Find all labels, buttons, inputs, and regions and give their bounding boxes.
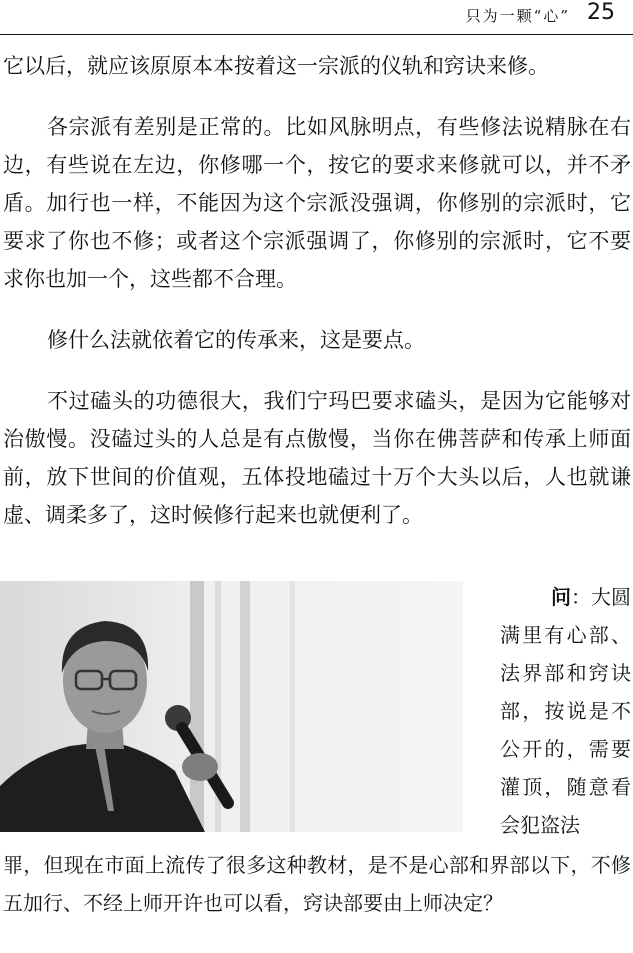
paragraph: 各宗派有差别是正常的。比如风脉明点，有些修法说精脉在右边，有些说在左边，你修哪一个，按它的要求来修就可以，并不矛盾。加行也一样，不能因为这个宗派没强调，你修别的宗派时，它要求了你也不修；或者这个宗派强调了，你修别的宗派时，它不要求你也加一个，这些都不合理。	[3, 115, 631, 291]
question-continued: 罪，但现在市面上流传了很多这种教材，是不是心部和界部以下，不修五加行、不经上师开许也可以看，窍诀部要由上师决定？	[3, 853, 631, 915]
page-number: 25	[587, 0, 615, 25]
page-header	[0, 0, 633, 40]
running-title: 只为一颗“心”	[465, 7, 570, 25]
speaker-photo	[0, 581, 463, 832]
question-side-text: 满里有心部、法界部和窍诀部，按说是不公开的，需要灌顶，随意看会犯盗法	[500, 623, 631, 837]
question-first-text: ：大圆	[571, 585, 631, 609]
question-sidebar	[500, 578, 631, 844]
header-rule	[0, 34, 633, 35]
question-first-line	[500, 578, 631, 616]
speaker-photo-illustration	[0, 581, 463, 832]
paragraph: 不过磕头的功德很大，我们宁玛巴要求磕头，是因为它能够对治傲慢。没磕过头的人总是有点傲慢，当你在佛菩萨和传承上师面前，放下世间的价值观，五体投地磕过十万个大头以后，人也就谦虚、调柔多了，这时候修行起来也就便利了。	[3, 389, 631, 527]
paragraph: 修什么法就依着它的传承来，这是要点。	[47, 328, 425, 352]
main-text	[3, 47, 631, 557]
paragraph-continued: 它以后，就应该原原本本按着这一宗派的仪轨和窍诀来修。	[3, 54, 549, 78]
question-label: 问	[551, 585, 571, 609]
